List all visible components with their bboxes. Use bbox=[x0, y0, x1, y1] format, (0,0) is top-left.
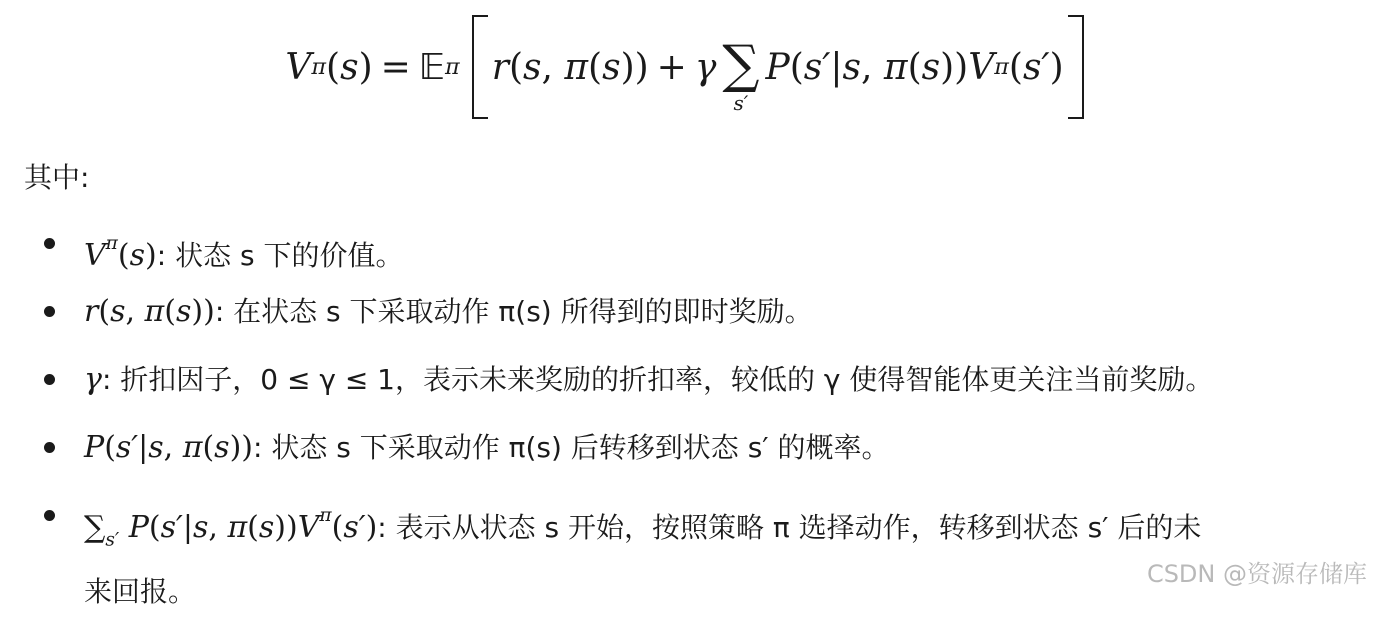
left-bracket bbox=[472, 15, 488, 119]
item-description-continuation: 来回报。 bbox=[84, 575, 197, 609]
summation-operator: ∑ s′ bbox=[722, 35, 760, 115]
item-description: : 表示从状态 s 开始，按照策略 π 选择动作，转移到状态 s′ 后的未 bbox=[377, 510, 1202, 544]
watermark: CSDN @资源存储库 bbox=[1146, 560, 1367, 588]
bullet-icon bbox=[44, 238, 55, 249]
term-expected-future: $\sum_{s'}$ P(s′|s, $\pi(s))V^\pi(s')$ bbox=[84, 505, 378, 551]
term-value-function: $V^\pi(s)$ bbox=[84, 233, 157, 273]
bullet-icon bbox=[44, 442, 55, 453]
term-reward: r(s, π(s)) bbox=[84, 294, 215, 329]
right-bracket bbox=[1068, 15, 1084, 119]
term-discount: γ bbox=[84, 362, 102, 397]
bullet-icon bbox=[44, 306, 55, 317]
term-transition-prob: P(s′|s, π(s)) bbox=[84, 430, 253, 465]
bellman-equation: V π ( s ) = 𝔼 π r ( s , π ( s )) + γ ∑ s′ P ( s′ | s , π ( s )) V π ( s′ ) bbox=[0, 8, 1373, 126]
item-description: : 状态 s 下的价值。 bbox=[156, 238, 404, 272]
bullet-icon bbox=[44, 510, 55, 521]
intro-label: 其中: bbox=[24, 161, 90, 194]
item-description: : 折扣因子，0 ≤ γ ≤ 1，表示未来奖励的折扣率，较低的 γ 使得智能体更关注当前奖励。 bbox=[101, 363, 1214, 396]
item-description: : 在状态 s 下采取动作 π(s) 所得到的即时奖励。 bbox=[214, 295, 813, 328]
item-description: : 状态 s 下采取动作 π(s) 后转移到状态 s′ 的概率。 bbox=[252, 431, 890, 464]
bullet-icon bbox=[44, 374, 55, 385]
